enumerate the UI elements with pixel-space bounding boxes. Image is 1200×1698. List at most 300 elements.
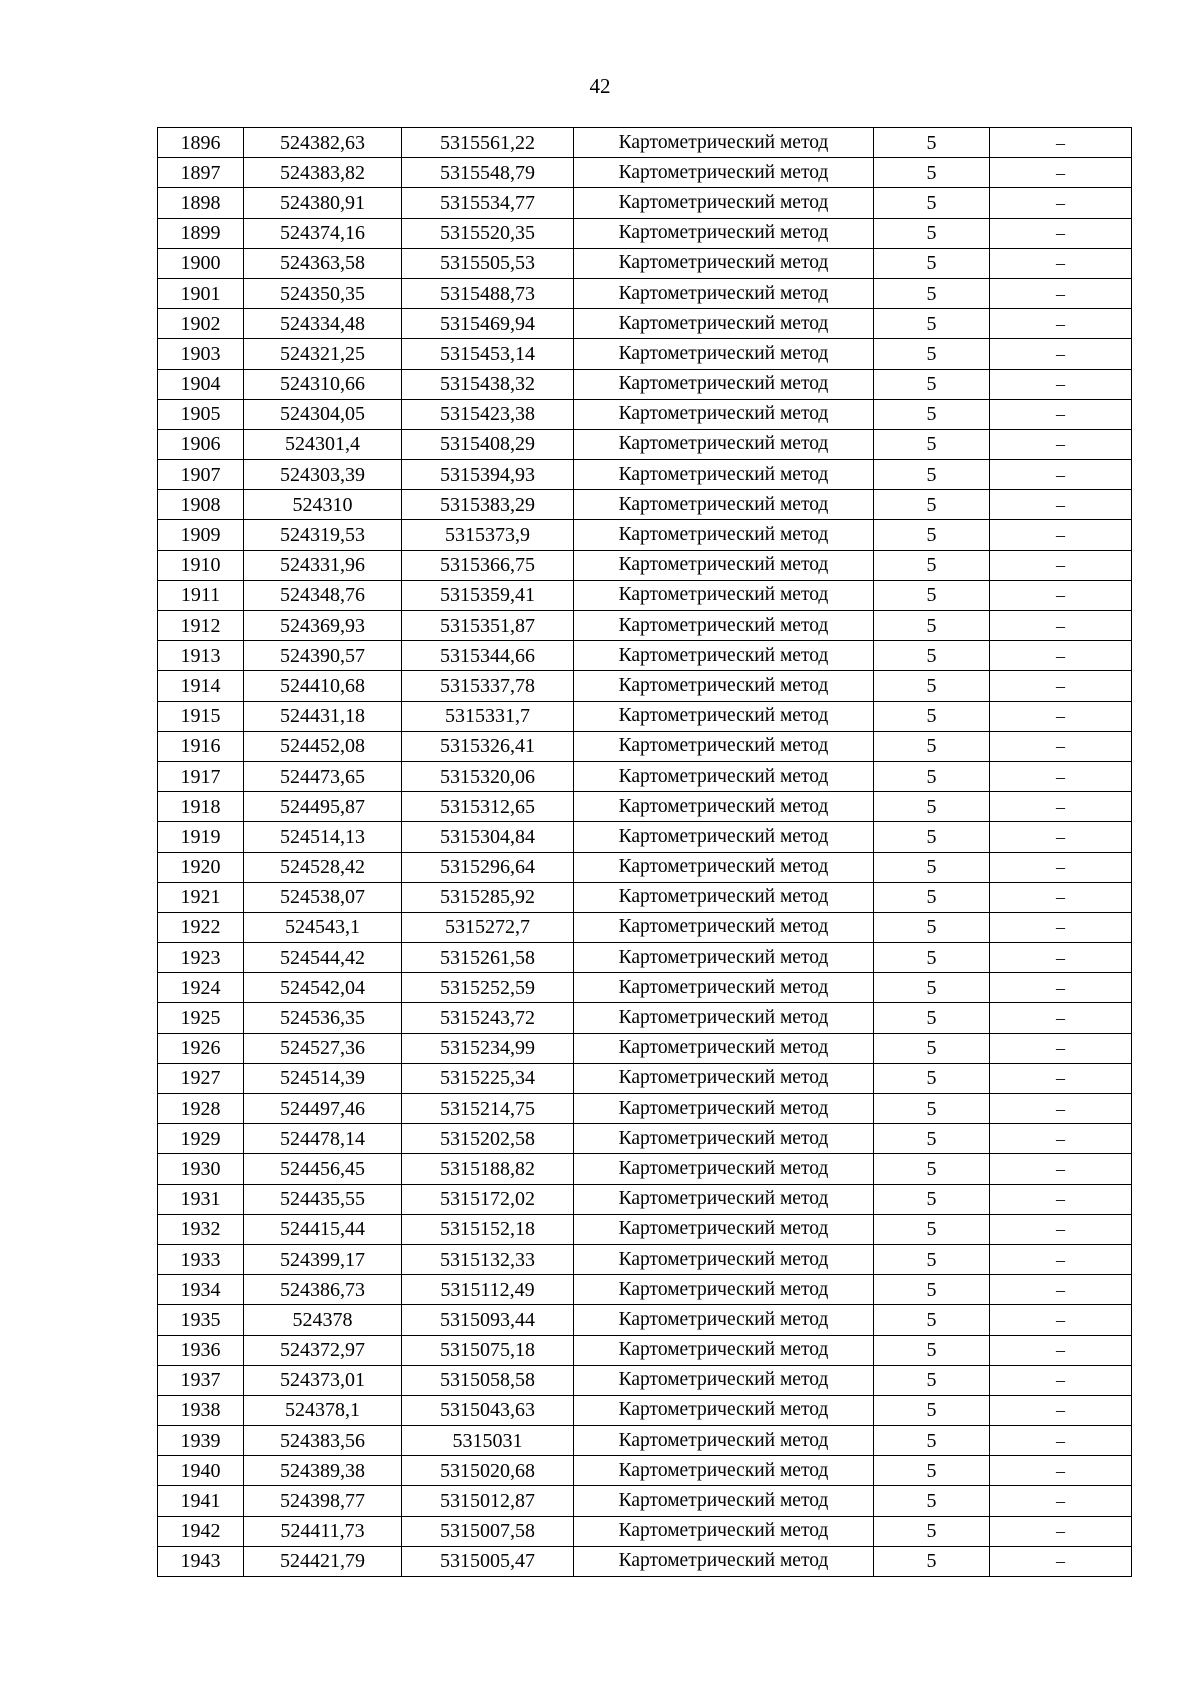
y-coordinate-cell: 5315202,58: [402, 1124, 574, 1154]
point-number-cell: 1909: [158, 520, 244, 550]
method-cell: Картометрический метод: [574, 1546, 874, 1576]
y-coordinate-cell: 5315320,06: [402, 761, 574, 791]
accuracy-cell: 5: [874, 822, 990, 852]
table-row: [158, 641, 1132, 671]
point-number-cell: 1896: [158, 128, 244, 158]
table-row: [158, 1365, 1132, 1395]
x-coordinate-cell: 524310,66: [244, 369, 402, 399]
x-coordinate-cell: 524373,01: [244, 1365, 402, 1395]
note-cell: –: [990, 1063, 1132, 1093]
point-number-cell: 1920: [158, 852, 244, 882]
y-coordinate-cell: 5315304,84: [402, 822, 574, 852]
x-coordinate-cell: 524543,1: [244, 912, 402, 942]
note-cell: –: [990, 671, 1132, 701]
point-number-cell: 1929: [158, 1124, 244, 1154]
table-row: [158, 1305, 1132, 1335]
accuracy-cell: 5: [874, 611, 990, 641]
point-number-cell: 1937: [158, 1365, 244, 1395]
point-number-cell: 1914: [158, 671, 244, 701]
y-coordinate-cell: 5315453,14: [402, 339, 574, 369]
table-row: [158, 490, 1132, 520]
y-coordinate-cell: 5315408,29: [402, 429, 574, 459]
point-number-cell: 1943: [158, 1546, 244, 1576]
x-coordinate-cell: 524421,79: [244, 1546, 402, 1576]
method-cell: Картометрический метод: [574, 550, 874, 580]
method-cell: Картометрический метод: [574, 761, 874, 791]
note-cell: –: [990, 580, 1132, 610]
y-coordinate-cell: 5315326,41: [402, 731, 574, 761]
accuracy-cell: 5: [874, 1305, 990, 1335]
point-number-cell: 1907: [158, 460, 244, 490]
method-cell: Картометрический метод: [574, 1244, 874, 1274]
table-row: [158, 580, 1132, 610]
point-number-cell: 1932: [158, 1214, 244, 1244]
note-cell: –: [990, 128, 1132, 158]
y-coordinate-cell: 5315520,35: [402, 218, 574, 248]
y-coordinate-cell: 5315261,58: [402, 943, 574, 973]
point-number-cell: 1935: [158, 1305, 244, 1335]
accuracy-cell: 5: [874, 943, 990, 973]
x-coordinate-cell: 524350,35: [244, 278, 402, 308]
accuracy-cell: 5: [874, 761, 990, 791]
note-cell: –: [990, 1335, 1132, 1365]
x-coordinate-cell: 524331,96: [244, 550, 402, 580]
y-coordinate-cell: 5315285,92: [402, 882, 574, 912]
table-row: [158, 188, 1132, 218]
x-coordinate-cell: 524363,58: [244, 248, 402, 278]
x-coordinate-cell: 524456,45: [244, 1154, 402, 1184]
table-row: [158, 460, 1132, 490]
method-cell: Картометрический метод: [574, 580, 874, 610]
x-coordinate-cell: 524374,16: [244, 218, 402, 248]
x-coordinate-cell: 524527,36: [244, 1033, 402, 1063]
accuracy-cell: 5: [874, 339, 990, 369]
table-row: [158, 1003, 1132, 1033]
accuracy-cell: 5: [874, 158, 990, 188]
method-cell: Картометрический метод: [574, 882, 874, 912]
note-cell: –: [990, 218, 1132, 248]
table-row: [158, 1033, 1132, 1063]
note-cell: –: [990, 369, 1132, 399]
y-coordinate-cell: 5315214,75: [402, 1094, 574, 1124]
note-cell: –: [990, 188, 1132, 218]
point-number-cell: 1941: [158, 1486, 244, 1516]
y-coordinate-cell: 5315373,9: [402, 520, 574, 550]
y-coordinate-cell: 5315312,65: [402, 792, 574, 822]
method-cell: Картометрический метод: [574, 1335, 874, 1365]
note-cell: –: [990, 701, 1132, 731]
x-coordinate-cell: 524382,63: [244, 128, 402, 158]
accuracy-cell: 5: [874, 1426, 990, 1456]
y-coordinate-cell: 5315469,94: [402, 309, 574, 339]
method-cell: Картометрический метод: [574, 1184, 874, 1214]
note-cell: –: [990, 1094, 1132, 1124]
note-cell: –: [990, 1033, 1132, 1063]
accuracy-cell: 5: [874, 973, 990, 1003]
accuracy-cell: 5: [874, 520, 990, 550]
method-cell: Картометрический метод: [574, 158, 874, 188]
accuracy-cell: 5: [874, 1335, 990, 1365]
point-number-cell: 1931: [158, 1184, 244, 1214]
point-number-cell: 1933: [158, 1244, 244, 1274]
point-number-cell: 1922: [158, 912, 244, 942]
y-coordinate-cell: 5315172,02: [402, 1184, 574, 1214]
point-number-cell: 1899: [158, 218, 244, 248]
table-row: [158, 399, 1132, 429]
accuracy-cell: 5: [874, 882, 990, 912]
method-cell: Картометрический метод: [574, 1003, 874, 1033]
method-cell: Картометрический метод: [574, 339, 874, 369]
method-cell: Картометрический метод: [574, 611, 874, 641]
note-cell: –: [990, 792, 1132, 822]
y-coordinate-cell: 5315351,87: [402, 611, 574, 641]
accuracy-cell: 5: [874, 641, 990, 671]
table-row: [158, 701, 1132, 731]
x-coordinate-cell: 524528,42: [244, 852, 402, 882]
method-cell: Картометрический метод: [574, 188, 874, 218]
table-row: [158, 1094, 1132, 1124]
accuracy-cell: 5: [874, 1063, 990, 1093]
accuracy-cell: 5: [874, 1275, 990, 1305]
note-cell: –: [990, 339, 1132, 369]
accuracy-cell: 5: [874, 1094, 990, 1124]
note-cell: –: [990, 1275, 1132, 1305]
y-coordinate-cell: 5315093,44: [402, 1305, 574, 1335]
accuracy-cell: 5: [874, 399, 990, 429]
table-row: [158, 158, 1132, 188]
accuracy-cell: 5: [874, 429, 990, 459]
accuracy-cell: 5: [874, 792, 990, 822]
accuracy-cell: 5: [874, 701, 990, 731]
x-coordinate-cell: 524495,87: [244, 792, 402, 822]
point-number-cell: 1936: [158, 1335, 244, 1365]
method-cell: Картометрический метод: [574, 1094, 874, 1124]
table-row: [158, 520, 1132, 550]
method-cell: Картометрический метод: [574, 1486, 874, 1516]
point-number-cell: 1904: [158, 369, 244, 399]
accuracy-cell: 5: [874, 248, 990, 278]
y-coordinate-cell: 5315132,33: [402, 1244, 574, 1274]
point-number-cell: 1921: [158, 882, 244, 912]
note-cell: –: [990, 1486, 1132, 1516]
accuracy-cell: 5: [874, 731, 990, 761]
y-coordinate-cell: 5315344,66: [402, 641, 574, 671]
method-cell: Картометрический метод: [574, 1033, 874, 1063]
method-cell: Картометрический метод: [574, 1365, 874, 1395]
method-cell: Картометрический метод: [574, 460, 874, 490]
accuracy-cell: 5: [874, 1154, 990, 1184]
note-cell: –: [990, 912, 1132, 942]
table-row: [158, 671, 1132, 701]
accuracy-cell: 5: [874, 912, 990, 942]
table-row: [158, 822, 1132, 852]
method-cell: Картометрический метод: [574, 1275, 874, 1305]
x-coordinate-cell: 524478,14: [244, 1124, 402, 1154]
table-row: [158, 943, 1132, 973]
x-coordinate-cell: 524386,73: [244, 1275, 402, 1305]
y-coordinate-cell: 5315534,77: [402, 188, 574, 218]
method-cell: Картометрический метод: [574, 792, 874, 822]
y-coordinate-cell: 5315243,72: [402, 1003, 574, 1033]
table-row: [158, 1275, 1132, 1305]
y-coordinate-cell: 5315296,64: [402, 852, 574, 882]
y-coordinate-cell: 5315505,53: [402, 248, 574, 278]
method-cell: Картометрический метод: [574, 218, 874, 248]
point-number-cell: 1939: [158, 1426, 244, 1456]
accuracy-cell: 5: [874, 1003, 990, 1033]
method-cell: Картометрический метод: [574, 278, 874, 308]
note-cell: –: [990, 731, 1132, 761]
method-cell: Картометрический метод: [574, 520, 874, 550]
table-row: [158, 550, 1132, 580]
y-coordinate-cell: 5315005,47: [402, 1546, 574, 1576]
accuracy-cell: 5: [874, 1365, 990, 1395]
note-cell: –: [990, 1426, 1132, 1456]
table-row: [158, 912, 1132, 942]
table-row: [158, 882, 1132, 912]
note-cell: –: [990, 1395, 1132, 1425]
method-cell: Картометрический метод: [574, 1426, 874, 1456]
accuracy-cell: 5: [874, 1456, 990, 1486]
y-coordinate-cell: 5315366,75: [402, 550, 574, 580]
point-number-cell: 1938: [158, 1395, 244, 1425]
table-row: [158, 1124, 1132, 1154]
table-row: [158, 1456, 1132, 1486]
note-cell: –: [990, 852, 1132, 882]
point-number-cell: 1902: [158, 309, 244, 339]
x-coordinate-cell: 524319,53: [244, 520, 402, 550]
table-row: [158, 611, 1132, 641]
accuracy-cell: 5: [874, 852, 990, 882]
x-coordinate-cell: 524304,05: [244, 399, 402, 429]
note-cell: –: [990, 641, 1132, 671]
x-coordinate-cell: 524411,73: [244, 1516, 402, 1546]
table-row: [158, 248, 1132, 278]
point-number-cell: 1923: [158, 943, 244, 973]
y-coordinate-cell: 5315394,93: [402, 460, 574, 490]
x-coordinate-cell: 524372,97: [244, 1335, 402, 1365]
point-number-cell: 1940: [158, 1456, 244, 1486]
point-number-cell: 1927: [158, 1063, 244, 1093]
x-coordinate-cell: 524536,35: [244, 1003, 402, 1033]
accuracy-cell: 5: [874, 550, 990, 580]
point-number-cell: 1930: [158, 1154, 244, 1184]
table-row: [158, 761, 1132, 791]
accuracy-cell: 5: [874, 1124, 990, 1154]
point-number-cell: 1911: [158, 580, 244, 610]
note-cell: –: [990, 399, 1132, 429]
note-cell: –: [990, 1546, 1132, 1576]
x-coordinate-cell: 524369,93: [244, 611, 402, 641]
x-coordinate-cell: 524399,17: [244, 1244, 402, 1274]
note-cell: –: [990, 550, 1132, 580]
point-number-cell: 1917: [158, 761, 244, 791]
table-row: [158, 429, 1132, 459]
table-row: [158, 1244, 1132, 1274]
method-cell: Картометрический метод: [574, 1516, 874, 1546]
y-coordinate-cell: 5315020,68: [402, 1456, 574, 1486]
x-coordinate-cell: 524538,07: [244, 882, 402, 912]
y-coordinate-cell: 5315561,22: [402, 128, 574, 158]
x-coordinate-cell: 524497,46: [244, 1094, 402, 1124]
accuracy-cell: 5: [874, 1214, 990, 1244]
method-cell: Картометрический метод: [574, 822, 874, 852]
note-cell: –: [990, 1214, 1132, 1244]
accuracy-cell: 5: [874, 580, 990, 610]
table-row: [158, 278, 1132, 308]
method-cell: Картометрический метод: [574, 248, 874, 278]
point-number-cell: 1942: [158, 1516, 244, 1546]
point-number-cell: 1906: [158, 429, 244, 459]
point-number-cell: 1925: [158, 1003, 244, 1033]
table-row: [158, 128, 1132, 158]
table-row: [158, 792, 1132, 822]
x-coordinate-cell: 524389,38: [244, 1456, 402, 1486]
method-cell: Картометрический метод: [574, 912, 874, 942]
point-number-cell: 1908: [158, 490, 244, 520]
x-coordinate-cell: 524310: [244, 490, 402, 520]
x-coordinate-cell: 524410,68: [244, 671, 402, 701]
x-coordinate-cell: 524542,04: [244, 973, 402, 1003]
accuracy-cell: 5: [874, 188, 990, 218]
x-coordinate-cell: 524452,08: [244, 731, 402, 761]
accuracy-cell: 5: [874, 1184, 990, 1214]
point-number-cell: 1924: [158, 973, 244, 1003]
point-number-cell: 1905: [158, 399, 244, 429]
note-cell: –: [990, 278, 1132, 308]
y-coordinate-cell: 5315423,38: [402, 399, 574, 429]
accuracy-cell: 5: [874, 1033, 990, 1063]
point-number-cell: 1901: [158, 278, 244, 308]
x-coordinate-cell: 524383,82: [244, 158, 402, 188]
table-row: [158, 973, 1132, 1003]
x-coordinate-cell: 524378: [244, 1305, 402, 1335]
x-coordinate-cell: 524383,56: [244, 1426, 402, 1456]
point-number-cell: 1913: [158, 641, 244, 671]
y-coordinate-cell: 5315225,34: [402, 1063, 574, 1093]
table-row: [158, 1063, 1132, 1093]
accuracy-cell: 5: [874, 1546, 990, 1576]
note-cell: –: [990, 1516, 1132, 1546]
note-cell: –: [990, 460, 1132, 490]
y-coordinate-cell: 5315031: [402, 1426, 574, 1456]
note-cell: –: [990, 1456, 1132, 1486]
point-number-cell: 1919: [158, 822, 244, 852]
table-row: [158, 339, 1132, 369]
method-cell: Картометрический метод: [574, 1214, 874, 1244]
x-coordinate-cell: 524334,48: [244, 309, 402, 339]
x-coordinate-cell: 524378,1: [244, 1395, 402, 1425]
note-cell: –: [990, 1305, 1132, 1335]
point-number-cell: 1916: [158, 731, 244, 761]
y-coordinate-cell: 5315383,29: [402, 490, 574, 520]
accuracy-cell: 5: [874, 1395, 990, 1425]
method-cell: Картометрический метод: [574, 128, 874, 158]
point-number-cell: 1934: [158, 1275, 244, 1305]
method-cell: Картометрический метод: [574, 671, 874, 701]
x-coordinate-cell: 524303,39: [244, 460, 402, 490]
note-cell: –: [990, 1184, 1132, 1214]
y-coordinate-cell: 5315152,18: [402, 1214, 574, 1244]
note-cell: –: [990, 158, 1132, 188]
point-number-cell: 1912: [158, 611, 244, 641]
table-row: [158, 1335, 1132, 1365]
point-number-cell: 1910: [158, 550, 244, 580]
method-cell: Картометрический метод: [574, 429, 874, 459]
note-cell: –: [990, 761, 1132, 791]
method-cell: Картометрический метод: [574, 943, 874, 973]
note-cell: –: [990, 1365, 1132, 1395]
accuracy-cell: 5: [874, 1244, 990, 1274]
note-cell: –: [990, 1003, 1132, 1033]
point-number-cell: 1900: [158, 248, 244, 278]
table-row: [158, 309, 1132, 339]
point-number-cell: 1926: [158, 1033, 244, 1063]
method-cell: Картометрический метод: [574, 641, 874, 671]
method-cell: Картометрический метод: [574, 852, 874, 882]
x-coordinate-cell: 524514,13: [244, 822, 402, 852]
note-cell: –: [990, 1244, 1132, 1274]
page-number: 42: [589, 74, 611, 98]
accuracy-cell: 5: [874, 128, 990, 158]
table-row: [158, 369, 1132, 399]
accuracy-cell: 5: [874, 278, 990, 308]
method-cell: Картометрический метод: [574, 1305, 874, 1335]
method-cell: Картометрический метод: [574, 731, 874, 761]
y-coordinate-cell: 5315337,78: [402, 671, 574, 701]
method-cell: Картометрический метод: [574, 490, 874, 520]
y-coordinate-cell: 5315043,63: [402, 1395, 574, 1425]
y-coordinate-cell: 5315548,79: [402, 158, 574, 188]
table-row: [158, 1154, 1132, 1184]
point-number-cell: 1915: [158, 701, 244, 731]
table-row: [158, 1184, 1132, 1214]
note-cell: –: [990, 822, 1132, 852]
x-coordinate-cell: 524473,65: [244, 761, 402, 791]
note-cell: –: [990, 520, 1132, 550]
y-coordinate-cell: 5315331,7: [402, 701, 574, 731]
point-number-cell: 1897: [158, 158, 244, 188]
accuracy-cell: 5: [874, 369, 990, 399]
x-coordinate-cell: 524435,55: [244, 1184, 402, 1214]
note-cell: –: [990, 973, 1132, 1003]
table-row: [158, 1426, 1132, 1456]
x-coordinate-cell: 524301,4: [244, 429, 402, 459]
table-row: [158, 218, 1132, 248]
method-cell: Картометрический метод: [574, 973, 874, 1003]
note-cell: –: [990, 429, 1132, 459]
table-row: [158, 852, 1132, 882]
y-coordinate-cell: 5315112,49: [402, 1275, 574, 1305]
x-coordinate-cell: 524321,25: [244, 339, 402, 369]
x-coordinate-cell: 524544,42: [244, 943, 402, 973]
y-coordinate-cell: 5315252,59: [402, 973, 574, 1003]
method-cell: Картометрический метод: [574, 399, 874, 429]
note-cell: –: [990, 611, 1132, 641]
y-coordinate-cell: 5315075,18: [402, 1335, 574, 1365]
y-coordinate-cell: 5315058,58: [402, 1365, 574, 1395]
table-row: [158, 1214, 1132, 1244]
point-number-cell: 1928: [158, 1094, 244, 1124]
y-coordinate-cell: 5315188,82: [402, 1154, 574, 1184]
table-row: [158, 731, 1132, 761]
y-coordinate-cell: 5315234,99: [402, 1033, 574, 1063]
accuracy-cell: 5: [874, 1516, 990, 1546]
y-coordinate-cell: 5315272,7: [402, 912, 574, 942]
coordinates-table-body: [158, 128, 1132, 1577]
y-coordinate-cell: 5315012,87: [402, 1486, 574, 1516]
method-cell: Картометрический метод: [574, 1456, 874, 1486]
